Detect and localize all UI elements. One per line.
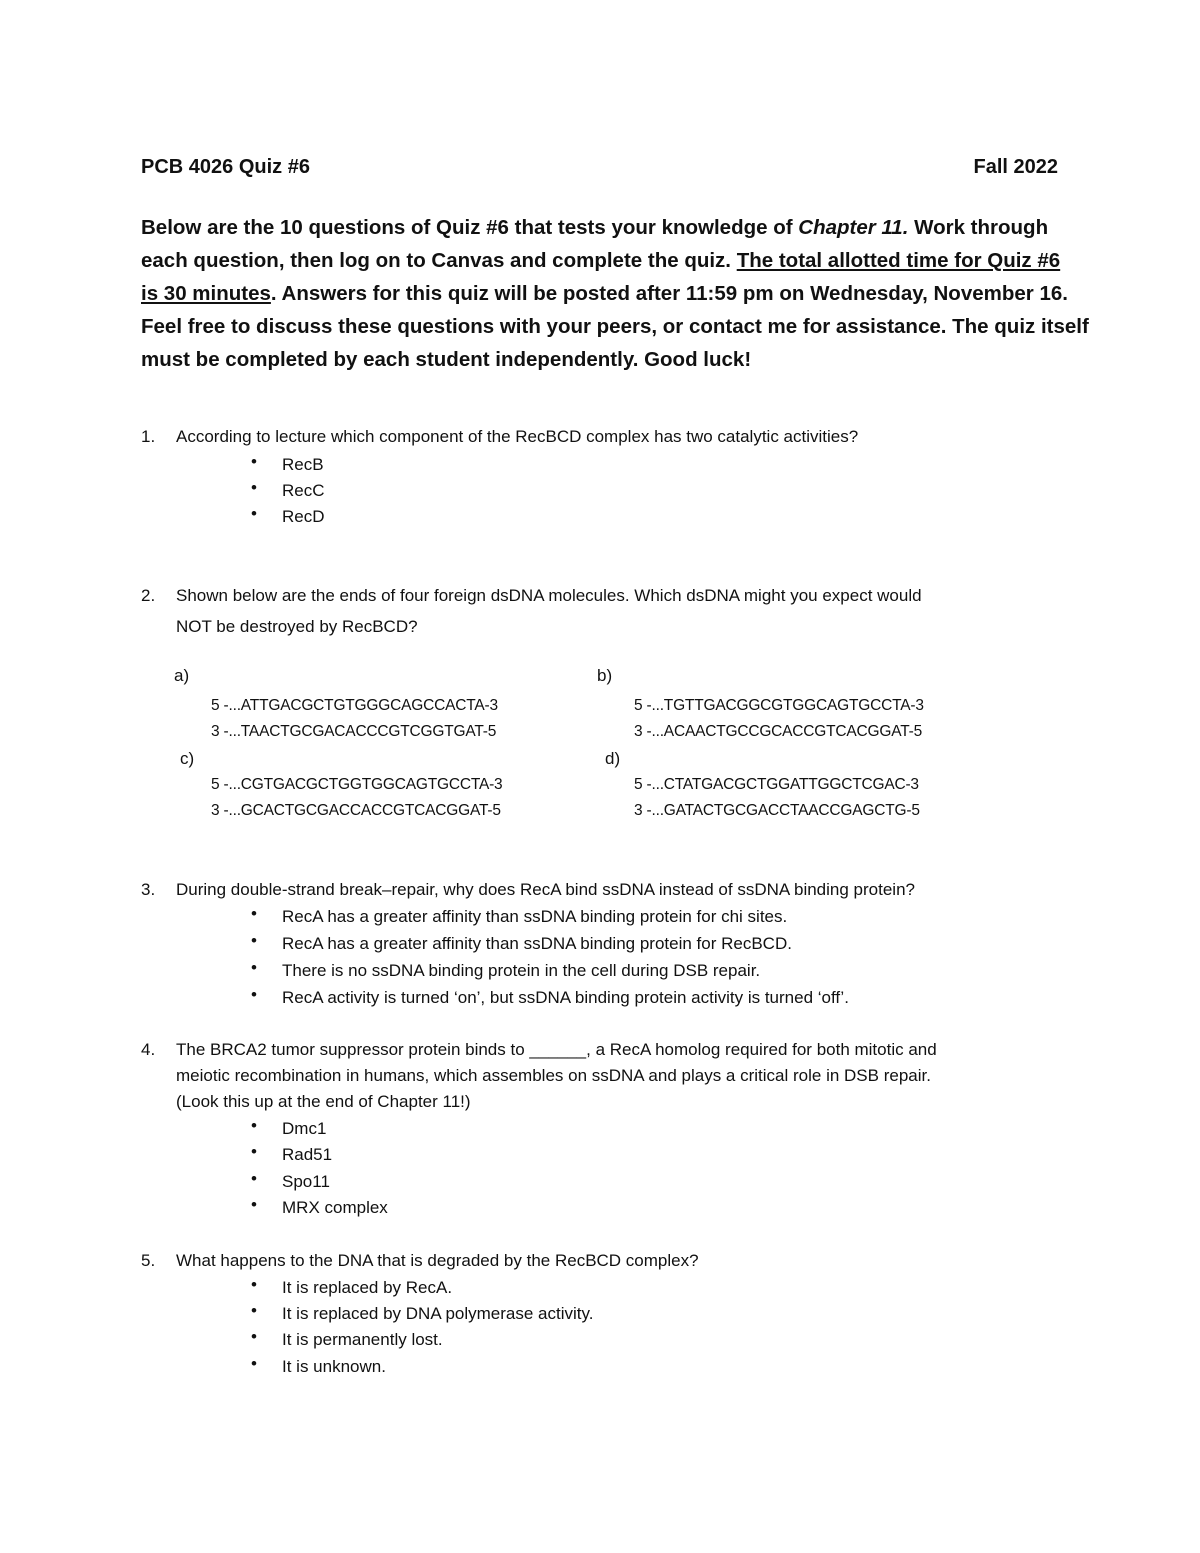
dna-top-strand: 5 -...ATTGACGCTGTGGGCAGCCACTA-3	[211, 697, 498, 714]
quiz-title: PCB 4026 Quiz #6	[141, 156, 310, 178]
term-label: Fall 2022	[973, 156, 1058, 178]
bullet-icon: •	[251, 985, 257, 1004]
question-text-line-2: NOT be destroyed by RecBCD?	[176, 617, 418, 636]
bullet-icon: •	[251, 1275, 257, 1294]
answer-option: MRX complex	[282, 1198, 388, 1217]
dna-label: b)	[597, 666, 613, 685]
answer-option: It is replaced by RecA.	[282, 1278, 453, 1297]
bullet-icon: •	[251, 504, 257, 523]
answer-option: RecC	[282, 481, 325, 500]
intro-line-1: Below are the 10 questions of Quiz #6 that tests your knowledge of Chapter 11. Work through	[141, 216, 1049, 239]
question-text-line-3: (Look this up at the end of Chapter 11!)	[176, 1092, 471, 1111]
question-number: 2.	[141, 586, 156, 605]
bullet-icon: •	[251, 1116, 257, 1135]
dna-bottom-strand: 3 -...ACAACTGCCGCACCGTCACGGAT-5	[634, 723, 923, 740]
answer-option: There is no ssDNA binding protein in the cell during DSB repair.	[282, 961, 761, 980]
time-limit-note: The total allotted time for Quiz #6	[736, 249, 1061, 272]
question-text-line-2: meiotic recombination in humans, which assembles on ssDNA and plays a critical role in DSB repair.	[176, 1066, 931, 1085]
intro-line-4: Feel free to discuss these questions with your peers, or contact me for assistance. The quiz itself	[141, 315, 1089, 338]
dna-bottom-strand: 3 -...TAACTGCGACACCCGTCGGTGAT-5	[211, 723, 497, 740]
answer-option: RecA activity is turned ‘on’, but ssDNA binding protein activity is turned ‘off’.	[282, 988, 849, 1007]
dna-label: d)	[605, 749, 621, 768]
bullet-icon: •	[251, 958, 257, 977]
dna-label: a)	[174, 666, 190, 685]
question-text-line-1: The BRCA2 tumor suppressor protein binds to ______, a RecA homolog required for both mitotic and	[176, 1040, 937, 1059]
answer-option: It is unknown.	[282, 1357, 386, 1376]
chapter-reference: Chapter 11.	[798, 216, 909, 239]
answer-option: RecD	[282, 507, 325, 526]
intro-line-3: is 30 minutes. Answers for this quiz will be posted after 11:59 pm on Wednesday, November 16.	[141, 282, 1068, 305]
dna-bottom-strand: 3 -...GCACTGCGACCACCGTCACGGAT-5	[211, 802, 501, 819]
question-number: 4.	[141, 1040, 156, 1059]
dna-top-strand: 5 -...TGTTGACGGCGTGGCAGTGCCTA-3	[634, 697, 924, 714]
dna-top-strand: 5 -...CTATGACGCTGGATTGGCTCGAC-3	[634, 776, 919, 793]
bullet-icon: •	[251, 1327, 257, 1346]
bullet-icon: •	[251, 904, 257, 923]
answer-option: RecB	[282, 455, 324, 474]
bullet-icon: •	[251, 1195, 257, 1214]
answer-option: It is replaced by DNA polymerase activity.	[282, 1304, 594, 1323]
dna-top-strand: 5 -...CGTGACGCTGGTGGCAGTGCCTA-3	[211, 776, 503, 793]
question-number: 1.	[141, 427, 156, 446]
answer-option: RecA has a greater affinity than ssDNA binding protein for RecBCD.	[282, 934, 792, 953]
intro-line-2: each question, then log on to Canvas and complete the quiz. The total allotted time for Quiz #6	[141, 249, 1061, 272]
dna-bottom-strand: 3 -...GATACTGCGACCTAACCGAGCTG-5	[634, 802, 920, 819]
dna-label: c)	[180, 749, 195, 768]
intro-paragraph	[141, 211, 1089, 376]
answer-option: It is permanently lost.	[282, 1330, 443, 1349]
bullet-icon: •	[251, 931, 257, 950]
bullet-icon: •	[251, 452, 257, 471]
bullet-icon: •	[251, 1142, 257, 1161]
time-limit-duration: is 30 minutes	[141, 282, 271, 305]
bullet-icon: •	[251, 1301, 257, 1320]
answer-option: Dmc1	[282, 1119, 327, 1138]
question-number: 3.	[141, 880, 156, 899]
bullet-icon: •	[251, 478, 257, 497]
answer-option: Rad51	[282, 1145, 333, 1164]
question-text: According to lecture which component of the RecBCD complex has two catalytic activities?	[176, 427, 859, 446]
question-number: 5.	[141, 1251, 156, 1270]
bullet-icon: •	[251, 1354, 257, 1373]
question-text: What happens to the DNA that is degraded by the RecBCD complex?	[176, 1251, 699, 1270]
bullet-icon: •	[251, 1169, 257, 1188]
intro-line-5: must be completed by each student independently. Good luck!	[141, 348, 752, 371]
question-text-line-1: Shown below are the ends of four foreign dsDNA molecules. Which dsDNA might you expect would	[176, 586, 922, 605]
answer-option: RecA has a greater affinity than ssDNA binding protein for chi sites.	[282, 907, 788, 926]
question-text: During double-strand break–repair, why does RecA bind ssDNA instead of ssDNA binding protein?	[176, 880, 915, 899]
answer-option: Spo11	[282, 1172, 330, 1191]
